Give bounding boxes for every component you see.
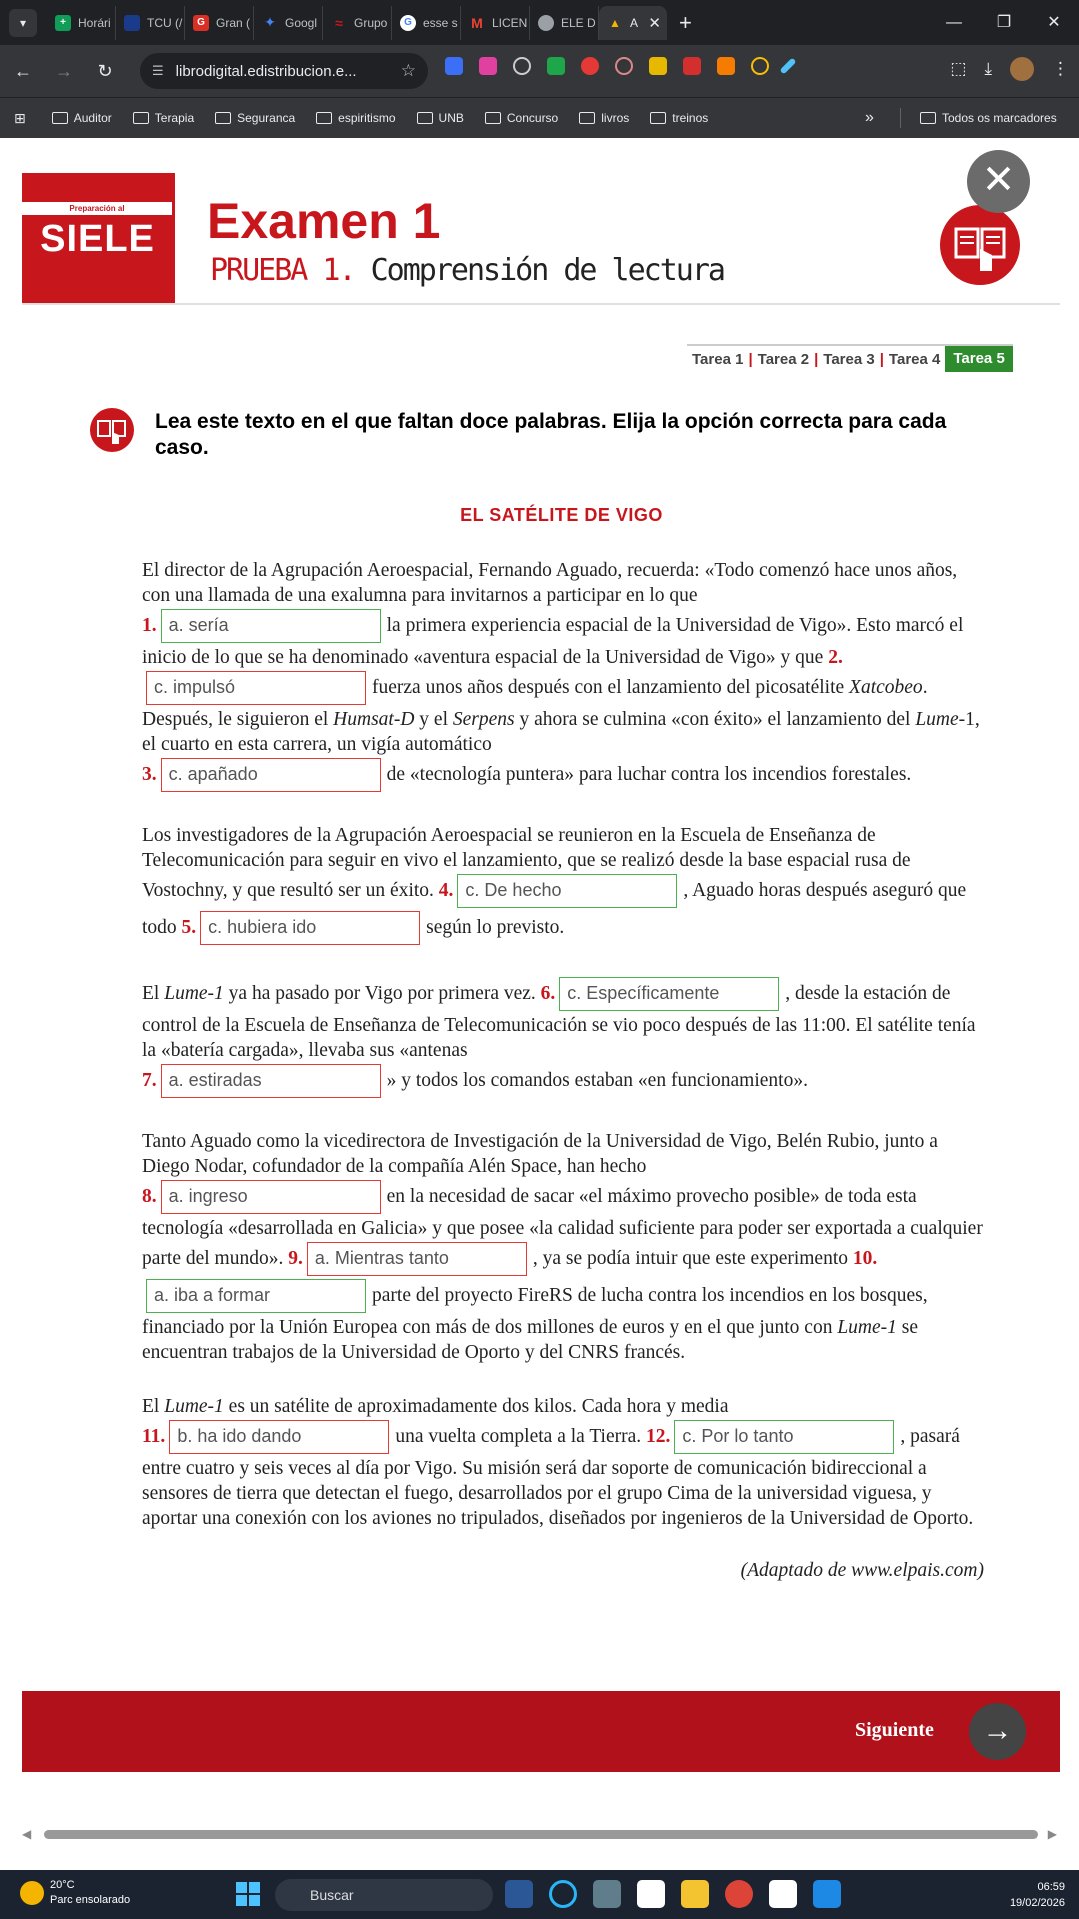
bookmark-espiritismo[interactable]: espiritismo	[316, 111, 395, 125]
temperature: 20°C	[50, 1879, 75, 1891]
edistribucion-icon: ▲	[609, 15, 621, 30]
tab-search-icon[interactable]: ▾	[9, 9, 37, 37]
scroll-right-icon[interactable]: ▶	[1047, 1827, 1057, 1841]
bookmark-livros[interactable]: livros	[579, 111, 629, 125]
horizontal-scrollbar[interactable]	[22, 1827, 1057, 1841]
folder-icon	[650, 112, 666, 124]
chevron-right-icon[interactable]: »	[865, 109, 874, 126]
download-icon[interactable]: ⤓	[984, 59, 992, 78]
notion-icon[interactable]	[637, 1880, 665, 1908]
powershell-icon[interactable]	[505, 1880, 533, 1908]
tab-3[interactable]: ✦ Googl	[254, 6, 323, 40]
arrow-right-icon[interactable]: →	[969, 1703, 1026, 1760]
apps-icon[interactable]: ⊞	[14, 109, 26, 126]
source-citation: (Adaptado de www.elpais.com)	[740, 1560, 984, 1581]
folder-icon	[316, 112, 332, 124]
green-extension-icon[interactable]	[547, 57, 565, 75]
answer-field-12[interactable]: c. Por lo tanto	[674, 1420, 894, 1454]
bookmark-concurso[interactable]: Concurso	[485, 111, 558, 125]
browser-chrome	[0, 0, 1079, 138]
shield-extension-icon[interactable]	[445, 57, 463, 75]
folder-icon	[579, 112, 595, 124]
gap-number: 8.	[142, 1185, 157, 1207]
tab-strip	[0, 0, 1079, 45]
close-tab-icon[interactable]: ✕	[648, 14, 661, 32]
footer-bar	[22, 1691, 1060, 1772]
reading-hand-icon	[940, 205, 1020, 285]
weather-text: Parc ensolarado	[50, 1894, 131, 1906]
paragraph-2: Los investigadores de la Agrupación Aeroespacial se reunieron en la Escuela de Enseñanza de Telecomunicación para seguir en vivo el lanzamiento, que se realizó desde la base espacial rusa de Vostochny, y que resultó ser un éxito. 4. c. De hecho , Aguado horas después aseguró que todo 5. c. hubiera ido según lo previsto.	[142, 823, 984, 947]
new-tab-icon[interactable]: +	[679, 9, 692, 35]
tab-6[interactable]: M LICEN	[461, 6, 530, 40]
gap-number: 11.	[142, 1425, 166, 1447]
paragraph-3: El Lume-1 ya ha pasado por Vigo por primera vez. 6. c. Específicamente , desde la estación de control de la Escuela de Enseñanza de Telecomunicación se vio poco después de las 11:00. El satélite tenía la «batería cargada», llevaba sus «antenas 7. a. estiradas » y todos los comandos estaban «en funcionamiento».	[142, 976, 984, 1100]
file-explorer-icon[interactable]	[681, 1880, 709, 1908]
answer-field-10[interactable]: a. iba a formar	[146, 1279, 366, 1313]
link-extension-icon[interactable]	[615, 57, 633, 75]
url-text: librodigital.edistribucion.e...	[175, 62, 357, 80]
scrollbar-thumb[interactable]	[44, 1830, 1038, 1839]
bookmark-star-icon[interactable]: ☆	[400, 61, 416, 80]
cortana-icon[interactable]	[549, 1880, 577, 1908]
divider: |	[879, 350, 884, 368]
gap-number: 7.	[142, 1069, 157, 1091]
tab-4[interactable]: ≈ Grupo	[323, 6, 392, 40]
divider: |	[748, 350, 753, 368]
forward-icon[interactable]: →	[55, 60, 73, 81]
layers-extension-icon[interactable]	[649, 57, 667, 75]
taskbar-search[interactable]: Buscar	[275, 1879, 493, 1911]
gap-number: 1.	[142, 614, 157, 636]
gap-number: 9.	[288, 1247, 303, 1269]
paragraph-4: Tanto Aguado como la vicedirectora de Investigación de la Universidad de Vigo, Belén Rubio, junto a Diego Nodar, cofundador de la compañía Alén Space, han hecho 8. a. ingreso en la necesidad de sacar «el máximo provecho posible» de toda esta tecnología «desarrollada en Galicia» y que posee «la calidad suficiente para poder ser exportada a cualquier parte del mundo». 9. a. Mientras tanto , ya se podía intuir que este experimento 10.a. iba a formar parte del proyecto FireRS de lucha contra los incendios en los bosques, financiado por la Unión Europea con más de dos millones de euros y en el que junto con Lume-1 se encuentran trabajos de la Universidad de Oporto y del CNRS francés.	[142, 1131, 983, 1363]
reload-icon[interactable]: ↻	[97, 60, 113, 81]
avatar[interactable]	[1010, 57, 1034, 81]
task-tabs	[687, 344, 1013, 372]
new-extension-icon[interactable]	[683, 57, 701, 75]
red-extension-icon[interactable]	[581, 57, 599, 75]
folder-icon	[52, 112, 68, 124]
bookmark-unb[interactable]: UNB	[417, 111, 464, 125]
paragraph-5: El Lume-1 es un satélite de aproximadamente dos kilos. Cada hora y media 11. b. ha ido dando una vuelta completa a la Tierra. 12. c. Por lo tanto , pasará entre cuatro y seis veces al día por Vigo. Su misión será dar soporte de comunicación bidireccional a sensores de tierra que detectan el fuego, desarrollados por el grupo Cima de la universidad viguesa, y aportar una conexión con los aviones no tripulados, diseñados por ingenieros de la Universidad de Oporto.	[142, 1396, 974, 1529]
answer-field-8[interactable]: a. ingreso	[161, 1180, 381, 1214]
window-controls	[929, 0, 1079, 45]
sheets-icon: +	[55, 15, 71, 31]
sun-icon	[20, 1881, 44, 1905]
folder-icon	[215, 112, 231, 124]
tab-tarea-3[interactable]: Tarea 3	[823, 350, 875, 368]
tab-1[interactable]: TCU (/	[116, 6, 185, 40]
gap-number: 2.	[828, 647, 843, 668]
back-icon[interactable]: ←	[14, 60, 32, 81]
siele-logo	[22, 173, 175, 303]
tab-7[interactable]: ELE D	[530, 6, 599, 40]
answer-field-9[interactable]: a. Mientras tanto	[307, 1242, 527, 1276]
date: 19/02/2026	[1009, 1897, 1065, 1909]
instruction-text: Lea este texto en el que faltan doce palabras. Elija la opción correcta para cada caso.	[155, 410, 947, 459]
all-bookmarks[interactable]: Todos os marcadores	[920, 111, 1057, 125]
gap-number: 4.	[438, 879, 454, 901]
extensions	[445, 57, 791, 75]
close-window-icon[interactable]: ✕	[1047, 14, 1061, 31]
tab-tarea-5[interactable]: Tarea 5	[945, 346, 1012, 372]
answer-field-5[interactable]: c. hubiera ido	[200, 911, 420, 945]
chrome-icon[interactable]	[725, 1880, 753, 1908]
g-red-icon: G	[193, 15, 209, 31]
browser-toolbar	[0, 45, 1079, 97]
next-label[interactable]: Siguiente	[855, 1719, 934, 1741]
folder-icon	[485, 112, 501, 124]
bookmark-terapia[interactable]: Terapia	[133, 111, 194, 125]
article-title: EL SATÉLITE DE VIGO	[460, 505, 663, 525]
tab-2[interactable]: G Gran (	[185, 6, 254, 40]
divider: |	[814, 350, 819, 368]
page-subtitle	[210, 253, 724, 288]
answer-field-7[interactable]: a. estiradas	[161, 1064, 381, 1098]
tab-5[interactable]: G esse s	[392, 6, 461, 40]
answer-field-3[interactable]: c. apañado	[161, 758, 381, 792]
gap-number: 6.	[540, 982, 556, 1004]
weather-widget[interactable]	[20, 1878, 130, 1908]
scroll-left-icon[interactable]: ◀	[22, 1827, 32, 1841]
subtitle-text: Comprensión de lectura	[370, 253, 724, 288]
prueba-label: PRUEBA 1.	[210, 253, 355, 288]
counter-extension-icon[interactable]	[751, 57, 769, 75]
bookmark-treinos[interactable]: treinos	[650, 111, 708, 125]
windows-taskbar	[0, 1870, 1079, 1919]
gap-number: 5.	[181, 916, 197, 938]
exam-page	[0, 138, 1079, 1870]
tab-tarea-1[interactable]: Tarea 1	[692, 350, 744, 368]
bookmark-auditor[interactable]: Auditor	[52, 111, 112, 125]
folder-icon	[133, 112, 149, 124]
tab-0[interactable]: + Horári	[47, 6, 116, 40]
answer-field-6[interactable]: c. Específicamente	[559, 977, 779, 1011]
divider	[900, 108, 901, 128]
answer-field-2[interactable]: c. impulsó	[146, 671, 366, 705]
logo-prep-text: Preparación al	[22, 202, 172, 215]
time: 06:59	[1037, 1881, 1065, 1893]
windows-start-icon[interactable]	[236, 1882, 260, 1906]
tab-tarea-2[interactable]: Tarea 2	[757, 350, 810, 368]
tab-8-active[interactable]: ▲ A ✕	[599, 6, 667, 40]
gap-number: 12.	[646, 1425, 671, 1447]
gemini-icon: ✦	[264, 14, 276, 30]
fox-extension-icon[interactable]	[717, 57, 735, 75]
answer-field-1[interactable]: a. sería	[161, 609, 381, 643]
atom-extension-icon[interactable]	[513, 57, 531, 75]
address-bar[interactable]	[140, 53, 428, 89]
paragraph-1: El director de la Agrupación Aeroespacial, Fernando Aguado, recuerda: «Todo comenzó hace unos años, con una llamada de una exalumna para invitarnos a participar en lo que 1. a. sería la primera experiencia espacial de la Universidad de Vigo». Esto marcó el inicio de lo que se ha denominado «aventura espacial de la Universidad de Vigo» y que 2.c. impulsó fuerza unos años después con el lanzamiento del picosatélite Xatcobeo. Después, le siguieron el Humsat-D y el Serpens y ahora se culmina «con éxito» el lanzamiento del Lume-1, el cuarto en esta carrera, un vigía automático 3. c. apañado de «tecnología puntera» para luchar contra los incendios forestales.	[142, 558, 984, 794]
page-title: Examen 1	[207, 193, 441, 249]
article-body	[142, 558, 984, 1612]
restore-icon[interactable]: ❐	[996, 14, 1012, 31]
tcu-icon	[124, 15, 140, 31]
puzzle-icon[interactable]: ⬚	[950, 59, 967, 78]
notion-icon[interactable]	[769, 1880, 797, 1908]
pen-extension-icon[interactable]	[780, 58, 797, 75]
app-icon[interactable]	[593, 1880, 621, 1908]
menu-icon[interactable]: ⋮	[1052, 59, 1069, 78]
google-icon: G	[400, 15, 416, 31]
taskbar-clock[interactable]	[1010, 1879, 1065, 1911]
answer-field-11[interactable]: b. ha ido dando	[169, 1420, 389, 1454]
gap-number: 10.	[852, 1247, 878, 1269]
globe-icon	[538, 15, 554, 31]
bookmark-seguranca[interactable]: Seguranca	[215, 111, 295, 125]
close-button[interactable]: ✕	[967, 150, 1030, 213]
gmail-icon: M	[471, 14, 483, 31]
site-info-icon[interactable]: ☰	[152, 63, 164, 78]
taskbar-apps	[505, 1880, 841, 1908]
app-icon[interactable]	[813, 1880, 841, 1908]
exam-header	[22, 173, 1060, 305]
answer-field-4[interactable]: c. De hecho	[457, 874, 677, 908]
reading-icon	[90, 408, 134, 452]
bookmarks-bar	[0, 97, 1079, 138]
folder-icon	[920, 112, 936, 124]
pink-extension-icon[interactable]	[479, 57, 497, 75]
grupo-icon: ≈	[335, 14, 343, 31]
toolbar-right	[950, 57, 1069, 81]
logo-text: SIELE	[40, 218, 155, 260]
gap-number: 3.	[142, 763, 157, 785]
minimize-icon[interactable]: —	[946, 14, 962, 31]
folder-icon	[417, 112, 433, 124]
tab-tarea-4[interactable]: Tarea 4	[888, 350, 941, 368]
